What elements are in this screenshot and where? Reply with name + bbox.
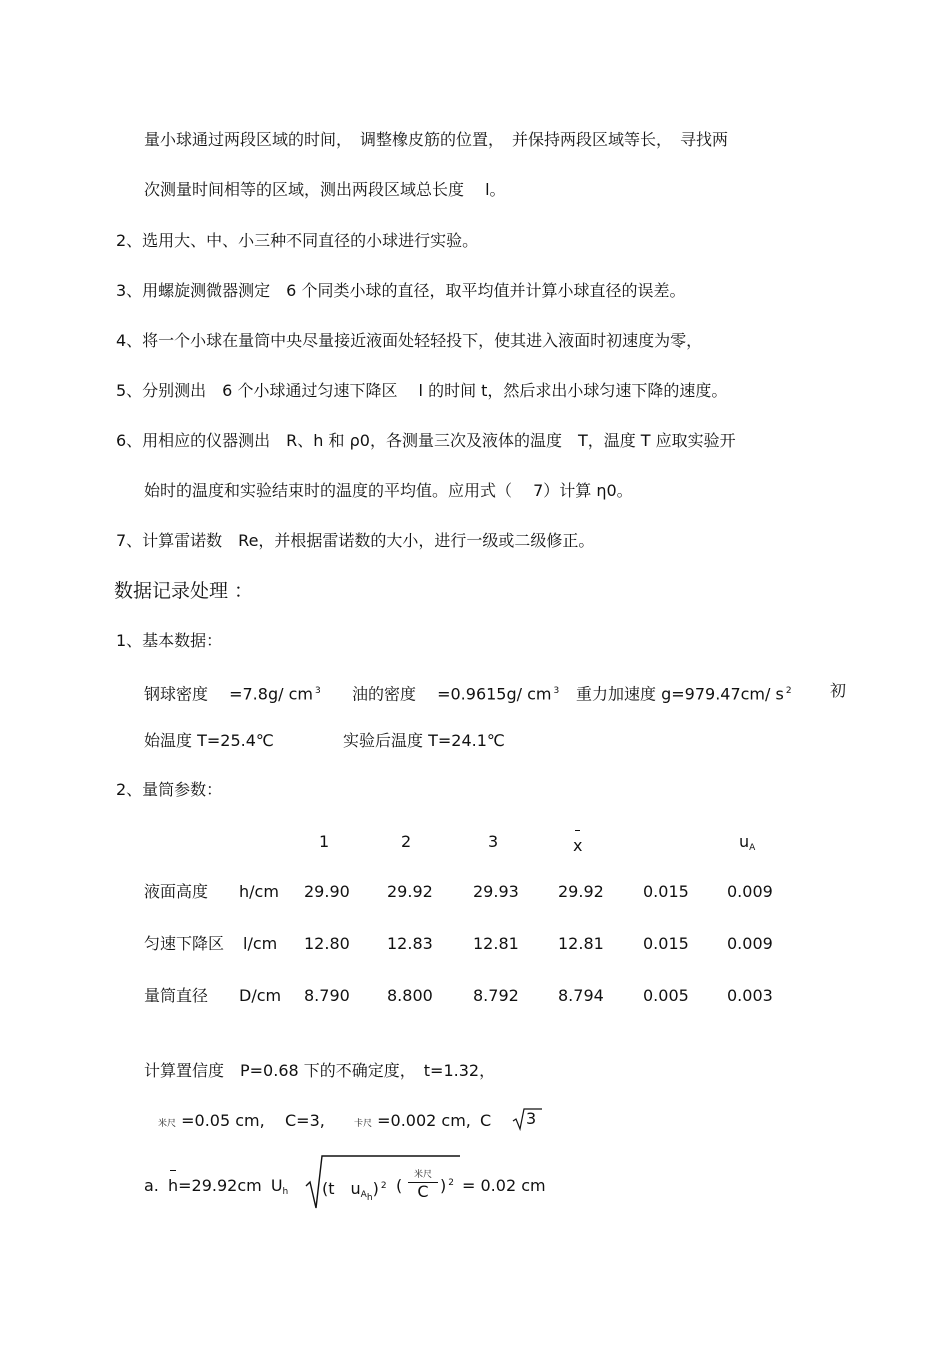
formula-a: a. h=29.92cm $U_h$ xyxy=(144,1176,289,1197)
frac-denominator: C xyxy=(417,1182,429,1201)
caliper-value: =0.002 cm, xyxy=(377,1111,471,1130)
ruler-line xyxy=(158,1111,265,1134)
initial-char: 初 xyxy=(830,681,847,700)
step-continuation-2: 次测量时间相等的区域，测出两段区域总长度 l。 xyxy=(144,180,506,199)
gravity: 重力加速度 g=979.47cm/ s $^2$ xyxy=(576,684,792,704)
table-cell: 0.009 xyxy=(727,882,773,901)
step-2: 2、选用大、中、小三种不同直径的小球进行实验。 xyxy=(116,231,479,250)
formula-a-label: a. xyxy=(144,1176,159,1195)
row-name: 液面高度 xyxy=(144,882,209,901)
header-2: 2 xyxy=(401,832,412,851)
frac-numerator: 米尺 xyxy=(413,1170,432,1180)
table-cell: 0.009 xyxy=(727,934,773,953)
basic-data-title: 1、基本数据： xyxy=(116,631,223,650)
cylinder-title: 2、量筒参数： xyxy=(116,780,223,799)
step-6-continuation: 始时的温度和实验结束时的温度的平均值。应用式（ 7）计算 η0。 xyxy=(144,481,633,500)
table-cell: 8.790 xyxy=(304,986,350,1005)
table-cell: 12.81 xyxy=(473,934,519,953)
step-6: 6、用相应的仪器测出 R、h 和 ρ0，各测量三次及液体的温度 T，温度 T 应取实验开 xyxy=(116,431,736,450)
steel-density: 钢球密度 =7.8g/ cm $^3$ xyxy=(144,684,321,704)
table-cell: 0.005 xyxy=(643,986,689,1005)
row-name: 量筒直径 xyxy=(144,986,209,1005)
c-value: C=3, xyxy=(285,1111,325,1130)
confidence-line: 计算置信度 P=0.68 下的不确定度， t=1.32， xyxy=(144,1061,496,1080)
h-bar: h xyxy=(167,1176,179,1195)
table-cell: 12.81 xyxy=(558,934,604,953)
table-cell: 29.92 xyxy=(387,882,433,901)
table-cell: 8.800 xyxy=(387,986,433,1005)
initial-temperature: 始温度 T=25.4℃ xyxy=(144,731,274,750)
table-cell: 0.015 xyxy=(643,934,689,953)
row-name: 匀速下降区 xyxy=(144,934,225,953)
header-3: 3 xyxy=(488,832,499,851)
table-cell: 29.92 xyxy=(558,882,604,901)
header-mean: x xyxy=(573,836,583,855)
table-cell: 8.792 xyxy=(473,986,519,1005)
step-3: 3、用螺旋测微器测定 6 个同类小球的直径，取平均值并计算小球直径的误差。 xyxy=(116,281,686,300)
header-1: 1 xyxy=(319,832,330,851)
table-cell: 0.015 xyxy=(643,882,689,901)
formula-result: = 0.02 cm xyxy=(462,1176,546,1195)
caliper-line xyxy=(354,1111,471,1134)
oil-density: 油的密度 =0.9615g/ cm $^3$ xyxy=(352,684,560,704)
table-cell: 12.80 xyxy=(304,934,350,953)
table-cell: 12.83 xyxy=(387,934,433,953)
section-title: 数据记录处理 ： xyxy=(114,580,254,602)
ruler-value: =0.05 cm, xyxy=(181,1111,265,1130)
step-5: 5、分别测出 6 个小球通过匀速下降区 l 的时间 t，然后求出小球匀速下降的速度。 xyxy=(116,381,728,400)
table-cell: 29.90 xyxy=(304,882,350,901)
step-continuation-1: 量小球通过两段区域的时间， 调整橡皮筋的位置， 并保持两段区域等长， 寻找两 xyxy=(144,130,729,149)
ruler-label: 米尺 xyxy=(158,1119,177,1129)
table-cell: 29.93 xyxy=(473,882,519,901)
row-unit: l/cm xyxy=(243,934,278,953)
sqrt-three: 3 xyxy=(512,1109,522,1129)
caliper-label: 卡尺 xyxy=(354,1119,373,1129)
row-unit: D/cm xyxy=(239,986,282,1005)
c-symbol: C xyxy=(480,1111,492,1130)
table-cell: 0.003 xyxy=(727,986,773,1005)
table-cell: 8.794 xyxy=(558,986,604,1005)
row-unit: h/cm xyxy=(239,882,279,901)
step-7: 7、计算雷诺数 Re，并根据雷诺数的大小，进行一级或二级修正。 xyxy=(116,531,595,550)
sqrt-expression: (t $u_{Ah}$) $^2$ ( 米尺 C ) $^2$ xyxy=(304,1152,464,1212)
step-4: 4、将一个小球在量筒中央尽量接近液面处轻轻投下，使其进入液面时初速度为零， xyxy=(116,331,703,350)
h-mean-value: =29.92cm xyxy=(178,1176,262,1195)
header-ua: $u_A$ xyxy=(739,832,756,853)
final-temperature: 实验后温度 T=24.1℃ xyxy=(343,731,505,750)
